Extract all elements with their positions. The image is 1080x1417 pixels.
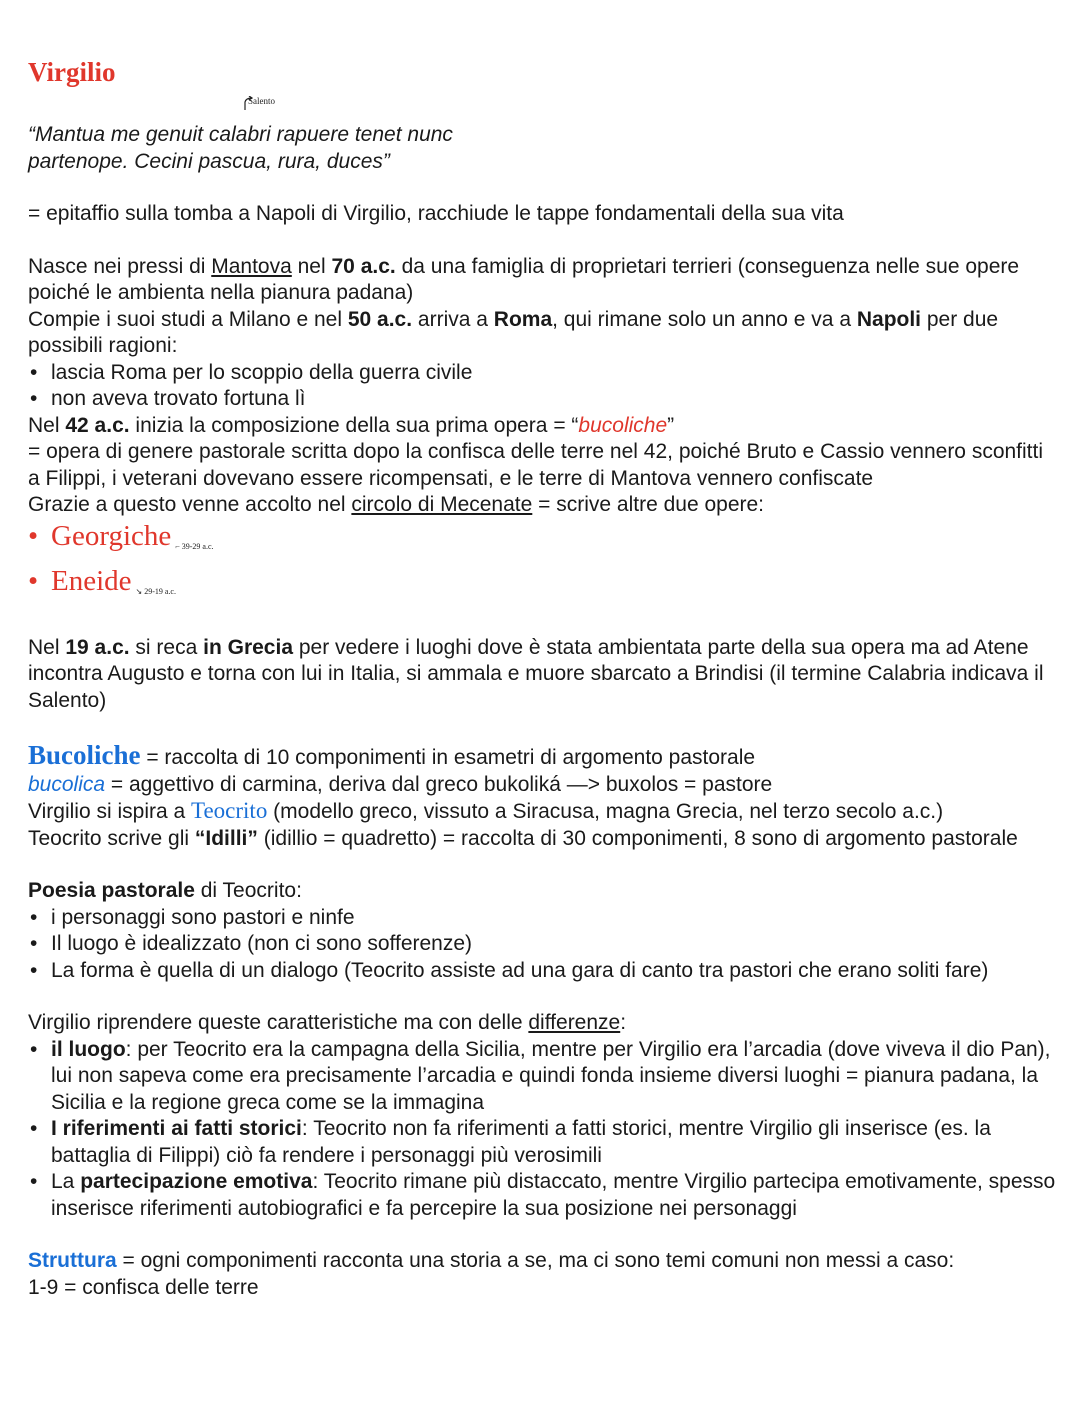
quote-line-1: “Mantua me genuit calabri rapuere tenet nunc — [28, 123, 453, 146]
differenze-list — [28, 1037, 1058, 1223]
list-item: • non aveva trovato fortuna lì — [28, 386, 1058, 413]
list-item-eneide: • Eneide ↘ 29-19 a.c. — [28, 564, 1058, 609]
bio-paragraph-birth: Nasce nei pressi di Mantova nel 70 a.c. da una famiglia di proprietari terrieri (conseguenza nelle sue opere poiché le ambienta nella pianura padana) — [28, 254, 1020, 304]
handwritten-date-note: ⌐ 39-29 a.c. — [175, 541, 214, 551]
idilli-paragraph: Teocrito scrive gli “Idilli” (idillio = quadretto) = raccolta di 30 componimenti, 8 sono di argomento pastorale — [28, 826, 1018, 850]
list-item: • i personaggi sono pastori e ninfe — [28, 905, 1058, 932]
bio-paragraph-studies: Compie i suoi studi a Milano e nel 50 a.c. arriva a Roma, qui rimane solo un anno e va a Napoli per due possibili ragioni: — [28, 307, 999, 357]
handwritten-arrow-icon — [242, 96, 254, 110]
pastorale-list — [28, 905, 1058, 985]
differenze-intro: Virgilio riprendere queste caratteristiche ma con delle differenze: — [28, 1011, 627, 1034]
bio-paragraph-death: Nel 19 a.c. si reca in Grecia per vedere i luoghi dove è stata ambientata parte della sua opera ma ad Atene incontra Augusto e torna con lui in Italia, si ammala e muore sbarcato a Brindisi (il termine Calabria indicava il Salento) — [28, 635, 1044, 712]
bucoliche-definition: Bucoliche = raccolta di 10 componimenti in esametri di argomento pastorale — [28, 740, 756, 770]
list-item: • I riferimenti ai fatti storici: Teocrito non fa riferimenti a fatti storici, mentre Virgilio gli inserisce (es. la battaglia di Filippi) ciò fa rendere i personaggi più verosimili — [28, 1116, 1058, 1169]
bucolica-etymology: bucolica = aggettivo di carmina, deriva dal greco bukoliká —> buxolos = pastore — [28, 772, 773, 796]
struttura-paragraph: Struttura = ogni componimenti racconta una storia a se, ma ci sono temi comuni non messi a caso: — [28, 1249, 955, 1272]
bio-paragraph-mecenate: Grazie a questo venne accolto nel circolo di Mecenate = scrive altre due opere: — [28, 493, 765, 516]
list-item: • La forma è quella di un dialogo (Teocrito assiste ad una gara di canto tra pastori che erano soliti fare) — [28, 958, 1058, 985]
bio-paragraph-first-work: Nel 42 a.c. inizia la composizione della sua prima opera = “bucoliche” — [28, 413, 675, 437]
teocrito-inspiration: Virgilio si ispira a Teocrito (modello greco, vissuto a Siracusa, magna Grecia, nel terzo secolo a.c.) — [28, 798, 944, 823]
struttura-line-2: 1-9 = confisca delle terre — [28, 1275, 259, 1299]
quote-line-2: partenope. Cecini pascua, rura, duces” — [28, 149, 390, 173]
list-item: • La partecipazione emotiva: Teocrito rimane più distaccato, mentre Virgilio partecipa emotivamente, spesso inserisce riferimenti autobiografici e fa percepire la sua posizione nei personaggi — [28, 1169, 1058, 1222]
list-item-georgiche: • Georgiche ⌐ 39-29 a.c. — [28, 519, 1058, 564]
list-item: • il luogo: per Teocrito era la campagna della Sicilia, mentre per Virgilio era l’arcadia (dove viveva il dio Pan), lui non sapeva come era precisamente l’arcadia e quindi fonda insieme diversi luoghi = pianura padana, la Sicilia e la regione greca come se la immagina — [28, 1037, 1058, 1117]
bio-paragraph-pastoral: = opera di genere pastorale scritta dopo la confisca delle terre nel 42, poiché Bruto e Cassio vennero sconfitti a Filippi, i veterani dovevano essere ricompensati, e le terre di Mantova vennero confiscate — [28, 440, 1044, 490]
handwritten-date-note: ↘ 29-19 a.c. — [135, 586, 176, 596]
reasons-list — [28, 360, 1058, 413]
page-title: Virgilio — [28, 57, 116, 87]
handwritten-note-salento: Salento — [248, 96, 275, 106]
works-list — [28, 519, 1058, 609]
epitaph-quote — [28, 122, 1058, 175]
pastorale-heading: Poesia pastorale di Teocrito: — [28, 879, 302, 902]
epitaph-explanation: = epitaffio sulla tomba a Napoli di Virgilio, racchiude le tappe fondamentali della sua vita — [28, 202, 844, 225]
document-page — [28, 52, 1058, 1301]
list-item: • Il luogo è idealizzato (non ci sono sofferenze) — [28, 931, 1058, 958]
list-item: • lascia Roma per lo scoppio della guerra civile — [28, 360, 1058, 387]
